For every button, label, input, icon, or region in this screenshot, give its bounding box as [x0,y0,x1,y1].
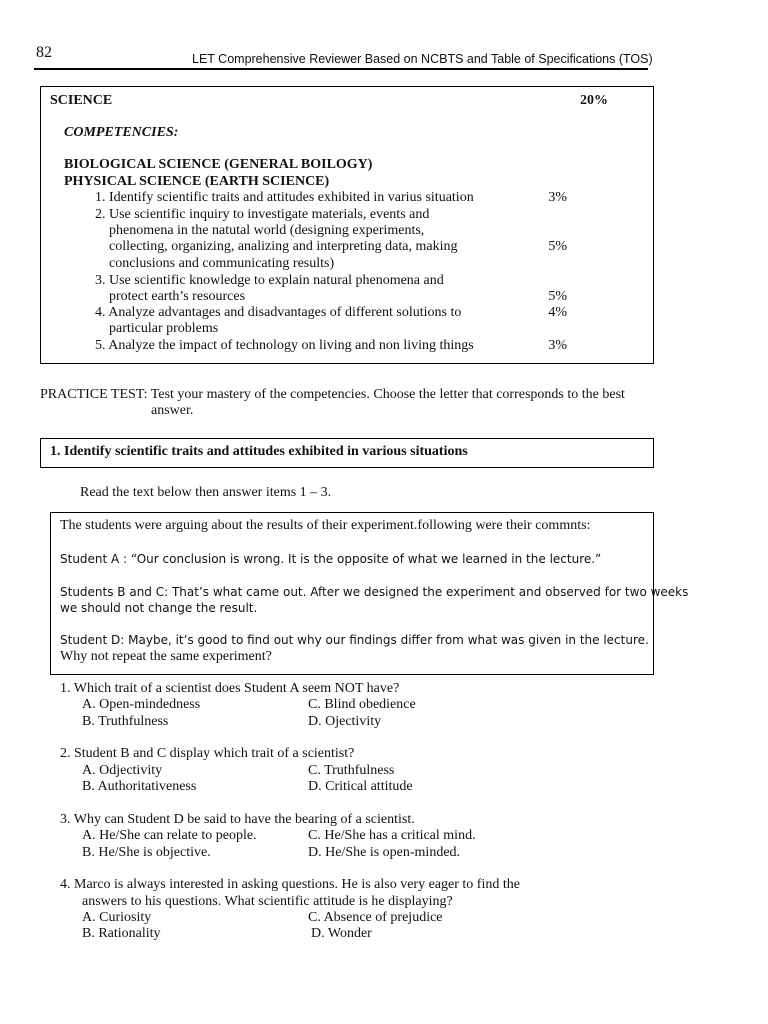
question-3-option-b: B. He/She is objective. [82,845,211,860]
area-physical: PHYSICAL SCIENCE (EARTH SCIENCE) [64,174,330,189]
competency-5: 5. Analyze the impact of technology on living and non living things [95,338,474,353]
competency-3-percent: 5% [548,289,567,304]
question-2-option-b: B. Authoritativeness [82,779,197,794]
question-4-stem-line-2: answers to his questions. What scientific attitude is he displaying? [82,894,453,909]
competency-1-percent: 3% [548,190,567,205]
subject-percent: 20% [580,93,608,108]
question-1-option-a: A. Open-mindedness [82,697,201,712]
competency-2-line-3: collecting, organizing, analizing and interpreting data, making [109,239,458,254]
question-2-stem: 2. Student B and C display which trait of a scientist? [60,746,355,761]
question-3-option-c: C. He/She has a critical mind. [308,828,476,843]
question-1-option-d: D. Ojectivity [308,714,382,729]
student-d-comment-line-1: Student D: Maybe, it’s good to find out why our findings differ from what was given in the lecture. [60,633,649,647]
question-1-stem: 1. Which trait of a scientist does Student A seem NOT have? [60,681,400,696]
question-4-option-a: A. Curiosity [82,910,152,925]
passage-intro: The students were arguing about the results of their experiment.following were their commnts: [60,518,591,533]
competency-3-line-2: protect earth’s resources [109,289,246,304]
competency-2-line-2: phenomena in the natutal world (designing experiments, [109,223,425,238]
read-instruction: Read the text below then answer items 1 – 3. [80,485,332,500]
student-a-comment: Student A : “Our conclusion is wrong. It is the opposite of what we learned in the lecture.” [60,552,602,566]
question-3-option-a: A. He/She can relate to people. [82,828,257,843]
students-bc-comment-line-1: Students B and C: That’s what came out. After we designed the experiment and observed for two weeks [60,585,689,599]
competency-2-percent: 5% [548,239,567,254]
competencies-label: COMPETENCIES: [64,125,179,140]
competency-4-line-1: 4. Analyze advantages and disadvantages of different solutions to [95,305,462,320]
students-bc-comment-line-2: we should not change the result. [60,601,258,615]
question-3-stem: 3. Why can Student D be said to have the bearing of a scientist. [60,812,415,827]
question-4-stem-line-1: 4. Marco is always interested in asking questions. He is also very eager to find the [60,877,520,892]
question-4-option-d: D. Wonder [311,926,372,941]
running-title: LET Comprehensive Reviewer Based on NCBTS and Table of Specifications (TOS) [192,52,653,66]
section-heading: 1. Identify scientific traits and attitudes exhibited in various situations [50,444,468,459]
question-2-option-a: A. Odjectivity [82,763,163,778]
header-rule [34,68,648,70]
competency-3-line-1: 3. Use scientific knowledge to explain natural phenomena and [95,273,444,288]
question-3-option-d: D. He/She is open-minded. [308,845,461,860]
page-number: 82 [36,44,52,61]
question-1-option-c: C. Blind obedience [308,697,416,712]
competency-2-line-1: 2. Use scientific inquiry to investigate materials, events and [95,207,430,222]
question-4-option-b: B. Rationality [82,926,161,941]
competency-5-percent: 3% [548,338,567,353]
area-biological: BIOLOGICAL SCIENCE (GENERAL BOILOGY) [64,157,373,172]
question-4-option-c: C. Absence of prejudice [308,910,443,925]
question-1-option-b: B. Truthfulness [82,714,169,729]
question-2-option-c: C. Truthfulness [308,763,395,778]
competency-1: 1. Identify scientific traits and attitudes exhibited in varius situation [95,190,474,205]
student-d-comment-line-2: Why not repeat the same experiment? [60,649,272,664]
question-2-option-d: D. Critical attitude [308,779,413,794]
competency-4-line-2: particular problems [109,321,219,336]
practice-instruction-line-1: PRACTICE TEST: Test your mastery of the competencies. Choose the letter that corresponds to the best [40,387,625,402]
competency-4-percent: 4% [548,305,567,320]
competency-2-line-4: conclusions and communicating results) [109,256,335,271]
practice-instruction-line-2: answer. [151,403,194,418]
subject-title: SCIENCE [50,93,113,108]
